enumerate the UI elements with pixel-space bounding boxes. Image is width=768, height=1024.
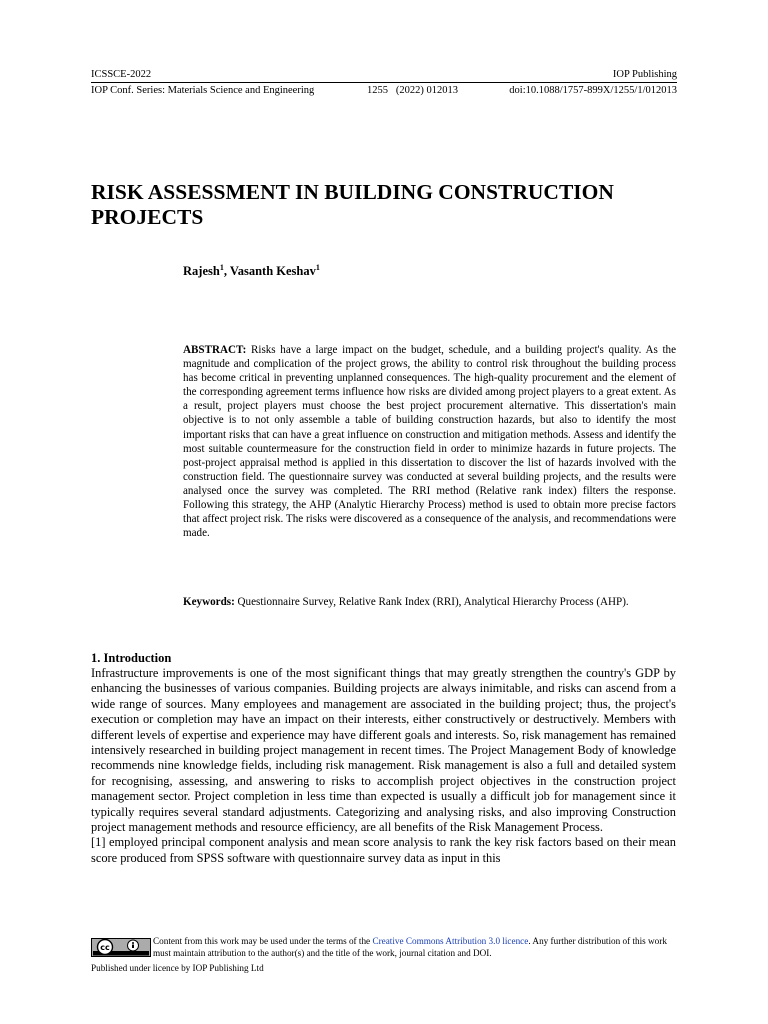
paper-title: RISK ASSESSMENT IN BUILDING CONSTRUCTION PROJECTS [91, 180, 614, 229]
abstract-text: Risks have a large impact on the budget, schedule, and a building project's quality. As the magnitude and complication of the project grows, the ability to control risk throughout the building process has become critical in preventing unplanned consequences. The high-quality procurement and the element of the corresponding agreement terms influence how risks are divided among project players to a great extent. As a result, project players must choose the best project procurement alternative. This dissertation's main objective is to not only assemble a table of building construction hazards, but also to identify the most important risks that can have a great influence on construction and mitigation methods. Assess and identify the most suitable countermeasure for the construction field in order to minimize hazards in future projects. The post-project appraisal method is applied in this dissertation to discover the list of hazards involved with the construction field. The questionnaire survey was conducted at several building projects, and the results were analysed once the survey was completed. The RRI method (Relative rank index) filters the response. Following this strategy, the AHP (Analytic Hierarchy Process) method is used to obtain more precise factors that affect project risk. The risks were discovered as a consequence of the analysis, and recommendations were made. [183, 344, 676, 540]
journal-series: IOP Conf. Series: Materials Science and Engineering [91, 85, 315, 96]
author-affiliation: 1 [219, 263, 224, 272]
author-name: Vasanth Keshav [229, 264, 316, 279]
running-header-top [91, 69, 677, 81]
keywords-text: Questionnaire Survey, Relative Rank Index (RRI), Analytical Hierarchy Process (AHP). [234, 596, 629, 608]
keywords [183, 595, 676, 609]
volume-info: 1255 (2022) 012013 [367, 85, 458, 96]
keywords-label: Keywords: [183, 596, 235, 608]
running-header-bottom [91, 85, 677, 97]
license-text [153, 936, 681, 959]
introduction-body [91, 666, 676, 866]
license-text-pre: Content from this work may be used under the terms of the [153, 936, 373, 946]
author-separator: , [223, 264, 230, 279]
author-name: Rajesh [183, 264, 220, 279]
author-list [183, 263, 320, 279]
publisher-notice: Published under licence by IOP Publishing Ltd [91, 963, 264, 973]
paragraph: [1] employed principal component analysis and mean score analysis to rank the key risk factors based on their mean score produced from SPSS software with questionnaire survey data as input in this [91, 835, 676, 865]
svg-text:cc: cc [100, 943, 110, 952]
header-divider [91, 82, 677, 83]
license-link[interactable]: Creative Commons Attribution 3.0 licence [372, 936, 529, 946]
license-text-post: . Any further distribution of this work must maintain attribution to the author(s) and the title of the work, journal citation and DOI. [153, 936, 667, 958]
abstract [183, 343, 676, 540]
abstract-label: ABSTRACT: [183, 344, 247, 356]
section-heading: 1. Introduction [91, 651, 172, 665]
publisher-name: IOP Publishing [612, 69, 677, 80]
doi-text: doi:10.1088/1757-899X/1255/1/012013 [509, 85, 677, 96]
paragraph: Infrastructure improvements is one of the most significant things that may greatly strengthen the country's GDP by enhancing the businesses of various companies. Building projects are always inimitable, and risks can ascend from a wide range of sources. Many employees and management are associated in the building project; thus, the project's execution or completion may have an impact on their interests, either constructively or destructively. Members with different levels of expertise and experience may have different goals and interests. So, risk management has remained intensively researched in building project management in recent times. The Project Management Body of knowledge recommends nine knowledge fields, including risk management. Risk management is also a full and detailed system for recognising, assessing, and answering to risks to accomplish project objectives in the construction project management sector. Project completion in less time than expected is usually a difficult job for management since it typically requires several standard adjustments. Categorizing and analysing risks, and also improving Construction project management methods and resource efficiency, are all benefits of the Risk Management Process. [91, 666, 676, 835]
cc-by-icon [91, 938, 151, 957]
author-affiliation: 1 [315, 263, 320, 272]
conference-name: ICSSCE-2022 [91, 69, 152, 80]
